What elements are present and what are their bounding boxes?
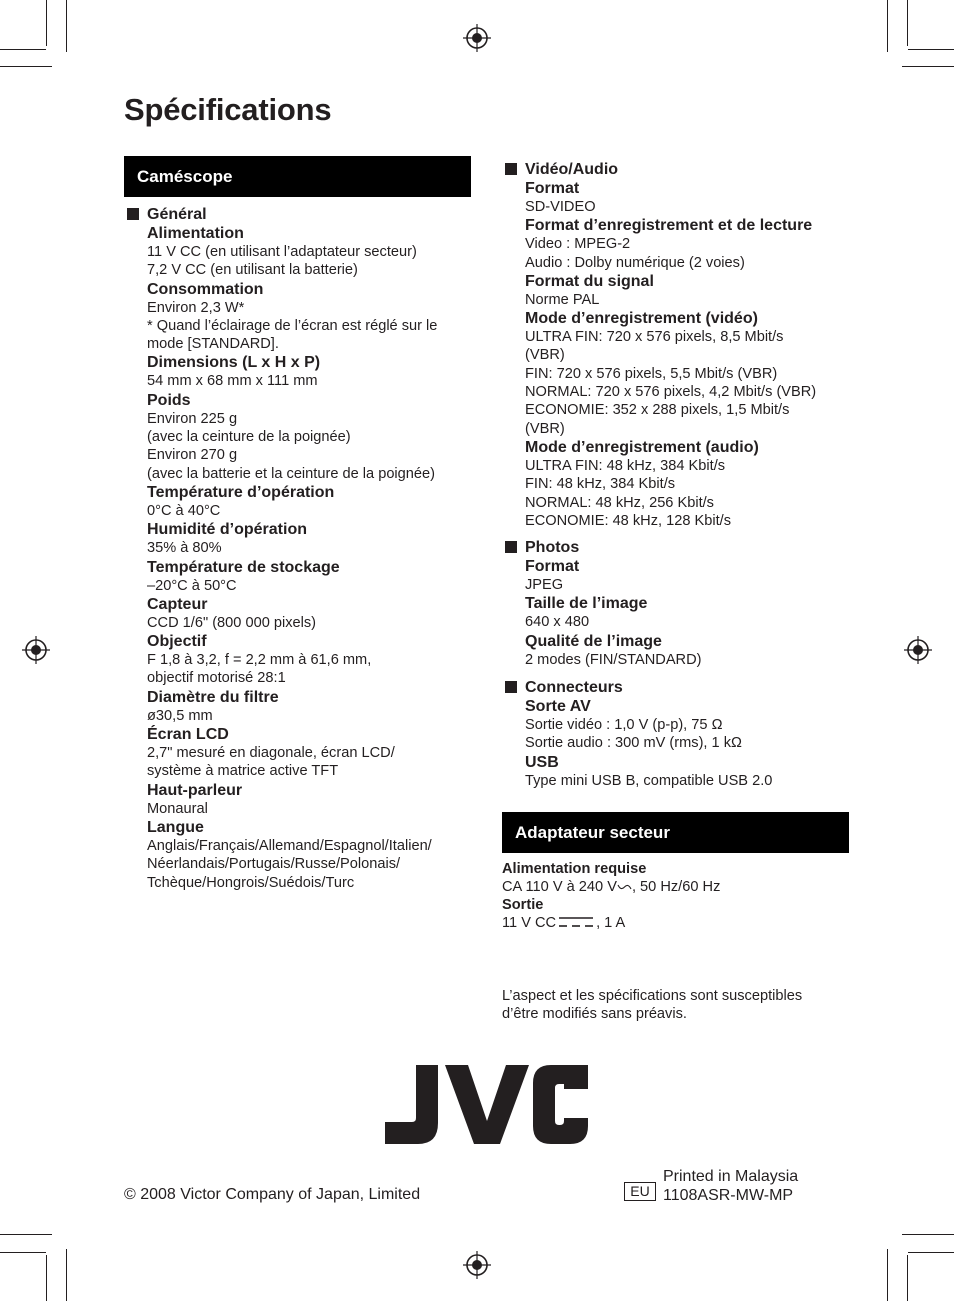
- disclaimer-note: [502, 987, 802, 1023]
- bullet-square-icon: [505, 163, 517, 175]
- spec-label: Format: [525, 180, 580, 197]
- adapter-power-value: [502, 878, 720, 896]
- camcorder-header-bar: [124, 156, 471, 197]
- adapter-header-label: Adaptateur secteur: [515, 823, 670, 842]
- spec-value: Sortie vidéo : 1,0 V (p-p), 75 Ω: [525, 717, 723, 733]
- adapter-specs: [502, 860, 720, 932]
- spec-label: Taille de l’image: [525, 595, 648, 613]
- jvc-logo: [383, 1063, 590, 1146]
- section-heading: [525, 678, 855, 697]
- registration-mark-top: [463, 24, 491, 52]
- disclaimer-line-1: L’aspect et les spécifications sont susceptibles: [502, 988, 803, 1004]
- spec-value: Néerlandais/Portugais/Russe/Polonais/: [147, 856, 401, 873]
- spec-label: Format: [525, 558, 580, 575]
- print-info: [663, 1167, 798, 1205]
- spec-value: Tchèque/Hongrois/Suédois/Turc: [147, 874, 355, 891]
- section-heading: [147, 205, 477, 224]
- print-code: 1108ASR-MW-MP: [663, 1187, 794, 1204]
- spec-value: 35% à 80%: [147, 540, 222, 557]
- spec-value: NORMAL: 48 kHz, 256 Kbit/s: [525, 494, 714, 511]
- spec-value: FIN: 48 kHz, 384 Kbit/s: [525, 476, 676, 493]
- bullet-square-icon: [127, 208, 139, 220]
- spec-value: (avec la batterie et la ceinture de la poignée): [147, 465, 435, 482]
- spec-value: 11 V CC (en utilisant l’adaptateur secteur): [147, 244, 417, 260]
- spec-label: Mode d’enregistrement (vidéo): [525, 310, 758, 328]
- adapter-power-label: Alimentation requise: [502, 861, 647, 877]
- bullet-square-icon: [505, 541, 517, 553]
- spec-label: Format du signal: [525, 272, 654, 290]
- bullet-square-icon: [505, 681, 517, 693]
- spec-value: ULTRA FIN: 720 x 576 pixels, 8,5 Mbit/s: [525, 329, 784, 346]
- adapter-output-voltage: 11 V CC: [502, 915, 557, 931]
- region-badge: EU: [624, 1182, 656, 1201]
- spec-value: (VBR): [525, 420, 565, 437]
- spec-section-video-audio: [525, 160, 855, 530]
- spec-value: Audio : Dolby numérique (2 voies): [525, 254, 745, 271]
- spec-value: ø30,5 mm: [147, 707, 213, 724]
- spec-value: ECONOMIE: 352 x 288 pixels, 1,5 Mbit/s: [525, 402, 790, 419]
- spec-label: Température d’opération: [147, 483, 335, 501]
- spec-label: Qualité de l’image: [525, 632, 662, 650]
- spec-label: Sorte AV: [525, 698, 591, 715]
- adapter-output-label: Sortie: [502, 897, 544, 913]
- spec-section-connectors: [525, 678, 855, 790]
- spec-value: * Quand l’éclairage de l’écran est réglé sur le: [147, 317, 438, 334]
- registration-mark-right: [904, 636, 932, 664]
- spec-value: ULTRA FIN: 48 kHz, 384 Kbit/s: [525, 457, 726, 474]
- adapter-output-value: [502, 914, 720, 932]
- disclaimer-line-2: d’être modifiés sans préavis.: [502, 1006, 687, 1022]
- section-heading: [525, 160, 855, 179]
- spec-value: Environ 225 g: [147, 410, 238, 427]
- spec-value: Anglais/Français/Allemand/Espagnol/Italien/: [147, 837, 432, 854]
- spec-label: Écran LCD: [147, 726, 229, 744]
- spec-label: Dimensions (L x H x P): [147, 354, 321, 372]
- section-heading-text: Général: [147, 206, 207, 223]
- spec-label: Température de stockage: [147, 558, 340, 576]
- spec-value: 0°C à 40°C: [147, 502, 221, 519]
- spec-section-photos: [525, 538, 855, 669]
- spec-value: NORMAL: 720 x 576 pixels, 4,2 Mbit/s (VBR): [525, 384, 817, 401]
- spec-value: mode [STANDARD].: [147, 336, 279, 353]
- spec-value: ECONOMIE: 48 kHz, 128 Kbit/s: [525, 512, 732, 529]
- spec-label: Alimentation: [147, 225, 244, 242]
- spec-value: (VBR): [525, 347, 565, 364]
- registration-mark-left: [22, 636, 50, 664]
- spec-label: USB: [525, 753, 559, 771]
- spec-value: JPEG: [525, 577, 564, 593]
- spec-label: Poids: [147, 391, 191, 409]
- spec-value: 2,7" mesuré en diagonale, écran LCD/: [147, 745, 395, 762]
- spec-label: Capteur: [147, 595, 208, 613]
- adapter-power-frequency: , 50 Hz/60 Hz: [631, 879, 721, 895]
- spec-label: Langue: [147, 818, 204, 836]
- ac-wave-icon: [617, 882, 632, 892]
- adapter-header-bar: [502, 812, 849, 853]
- spec-value: SD-VIDEO: [525, 199, 596, 215]
- spec-label: Mode d’enregistrement (audio): [525, 438, 759, 456]
- adapter-output-current: , 1 A: [596, 915, 626, 931]
- spec-value: Sortie audio : 300 mV (rms), 1 kΩ: [525, 735, 742, 752]
- spec-value: objectif motorisé 28:1: [147, 670, 286, 687]
- camcorder-header-label: Caméscope: [137, 167, 233, 186]
- spec-value: CCD 1/6" (800 000 pixels): [147, 614, 317, 631]
- spec-value: Environ 2,3 W*: [147, 299, 245, 316]
- spec-label: Humidité d’opération: [147, 521, 307, 539]
- dc-symbol-icon: [559, 916, 593, 928]
- spec-value: 640 x 480: [525, 614, 590, 631]
- spec-value: –20°C à 50°C: [147, 577, 237, 594]
- spec-value: F 1,8 à 3,2, f = 2,2 mm à 61,6 mm,: [147, 652, 372, 669]
- section-heading-text: Connecteurs: [525, 679, 623, 696]
- registration-mark-bottom: [463, 1251, 491, 1279]
- spec-value: (avec la ceinture de la poignée): [147, 429, 351, 446]
- spec-section-general: [147, 205, 477, 892]
- spec-value: FIN: 720 x 576 pixels, 5,5 Mbit/s (VBR): [525, 365, 778, 382]
- printed-in: Printed in Malaysia: [663, 1168, 799, 1185]
- spec-value: 54 mm x 68 mm x 111 mm: [147, 373, 318, 390]
- spec-value: système à matrice active TFT: [147, 763, 339, 780]
- copyright-text: © 2008 Victor Company of Japan, Limited: [124, 1186, 421, 1203]
- adapter-power-voltage: CA 110 V à 240 V: [502, 879, 617, 895]
- section-heading-text: Vidéo/Audio: [525, 161, 619, 178]
- spec-label: Diamètre du filtre: [147, 688, 279, 706]
- section-heading: [525, 538, 855, 557]
- spec-value: Type mini USB B, compatible USB 2.0: [525, 772, 773, 789]
- section-heading-text: Photos: [525, 539, 580, 556]
- spec-label: Format d’enregistrement et de lecture: [525, 217, 813, 235]
- spec-label: Objectif: [147, 633, 207, 651]
- spec-label: Consommation: [147, 280, 264, 298]
- spec-label: Haut-parleur: [147, 781, 243, 799]
- spec-value: 7,2 V CC (en utilisant la batterie): [147, 262, 358, 279]
- spec-value: Monaural: [147, 800, 208, 817]
- page-title: Spécifications: [124, 92, 332, 127]
- spec-value: Environ 270 g: [147, 447, 238, 464]
- spec-value: Norme PAL: [525, 291, 600, 308]
- spec-value: 2 modes (FIN/STANDARD): [525, 651, 702, 668]
- spec-value: Video : MPEG-2: [525, 236, 631, 253]
